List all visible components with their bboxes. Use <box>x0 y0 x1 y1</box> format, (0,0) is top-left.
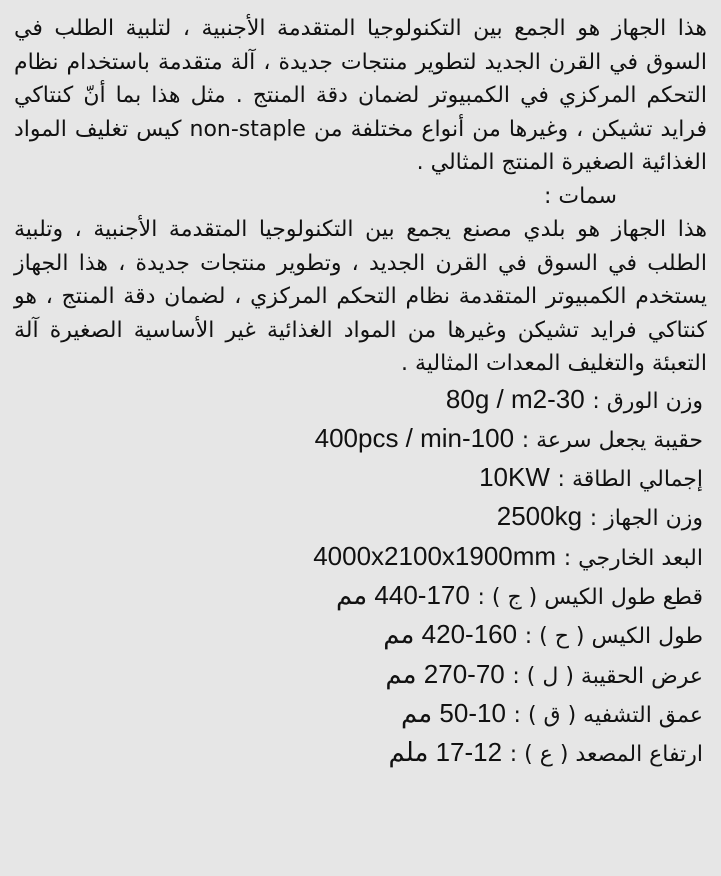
spec-row <box>14 381 707 420</box>
spec-value: 420-160 مم <box>383 619 518 650</box>
features-section <box>14 180 707 381</box>
spec-row <box>14 459 707 498</box>
spec-value: 400pcs / min-100 <box>314 422 515 453</box>
specs-list <box>14 381 707 774</box>
spec-label: البعد الخارجي : <box>563 545 703 571</box>
spec-row <box>14 656 707 695</box>
intro-section <box>14 12 707 180</box>
spec-value: 440-170 مم <box>335 579 470 610</box>
features-paragraph: هذا الجهاز هو بلدي مصنع يجمع بين التكنولوجيا المتقدمة الأجنبية ، وتلبية الطلب في السوق في القرن الجديد ، وتطوير منتجات جديدة ، هذا الجهاز يستخدم الكمبيوتر المتقدمة نظام التحكم المركزي ، لضمان دقة المنتج ، هو كنتاكي فرايد تشيكن وغيرها من المواد الغذائية غير الأساسية الصغيرة آلة التعبئة والتغليف المعدات المثالية . <box>14 217 707 376</box>
spec-value: 50-10 مم <box>400 697 506 728</box>
spec-row <box>14 498 707 537</box>
spec-row <box>14 420 707 459</box>
spec-row <box>14 538 707 577</box>
intro-paragraph: هذا الجهاز هو الجمع بين التكنولوجيا المتقدمة الأجنبية ، لتلبية الطلب في السوق في القرن الجديد لتطوير منتجات جديدة ، آلة متقدمة باستخدام نظام التحكم المركزي في الكمبيوتر لضمان دقة المنتج . مثل هذا بما أنّ كنتاكي فرايد تشيكن ، وغيرها من أنواع مختلفة من non-staple كيس تغليف المواد الغذائية الصغيرة المنتج المثالي . <box>14 16 707 175</box>
spec-label: قطع طول الكيس ( ج ) : <box>477 584 703 610</box>
spec-label: إجمالي الطاقة : <box>557 467 703 493</box>
spec-value: 4000x2100x1900mm <box>313 540 557 571</box>
spec-value: 10KW <box>479 462 550 493</box>
spec-label: طول الكيس ( ح ) : <box>524 624 703 650</box>
spec-label: عمق التشفيه ( ق ) : <box>513 702 703 728</box>
spec-label: ارتفاع المصعد ( ع ) : <box>509 742 703 768</box>
spec-label: حقيبة يجعل سرعة : <box>521 427 703 453</box>
spec-value: 17-12 ملم <box>388 737 503 768</box>
features-title: سمات : <box>544 183 617 209</box>
spec-row <box>14 734 707 773</box>
spec-row <box>14 577 707 616</box>
spec-value: 2500kg <box>496 501 583 532</box>
spec-label: وزن الجهاز : <box>589 506 703 532</box>
spec-value: 270-70 مم <box>385 658 505 689</box>
spec-label: وزن الورق : <box>592 388 703 414</box>
spec-row <box>14 695 707 734</box>
spec-value: 80g / m2-30 <box>445 383 585 414</box>
spec-label: عرض الحقيبة ( ل ) : <box>512 663 703 689</box>
spec-row <box>14 616 707 655</box>
